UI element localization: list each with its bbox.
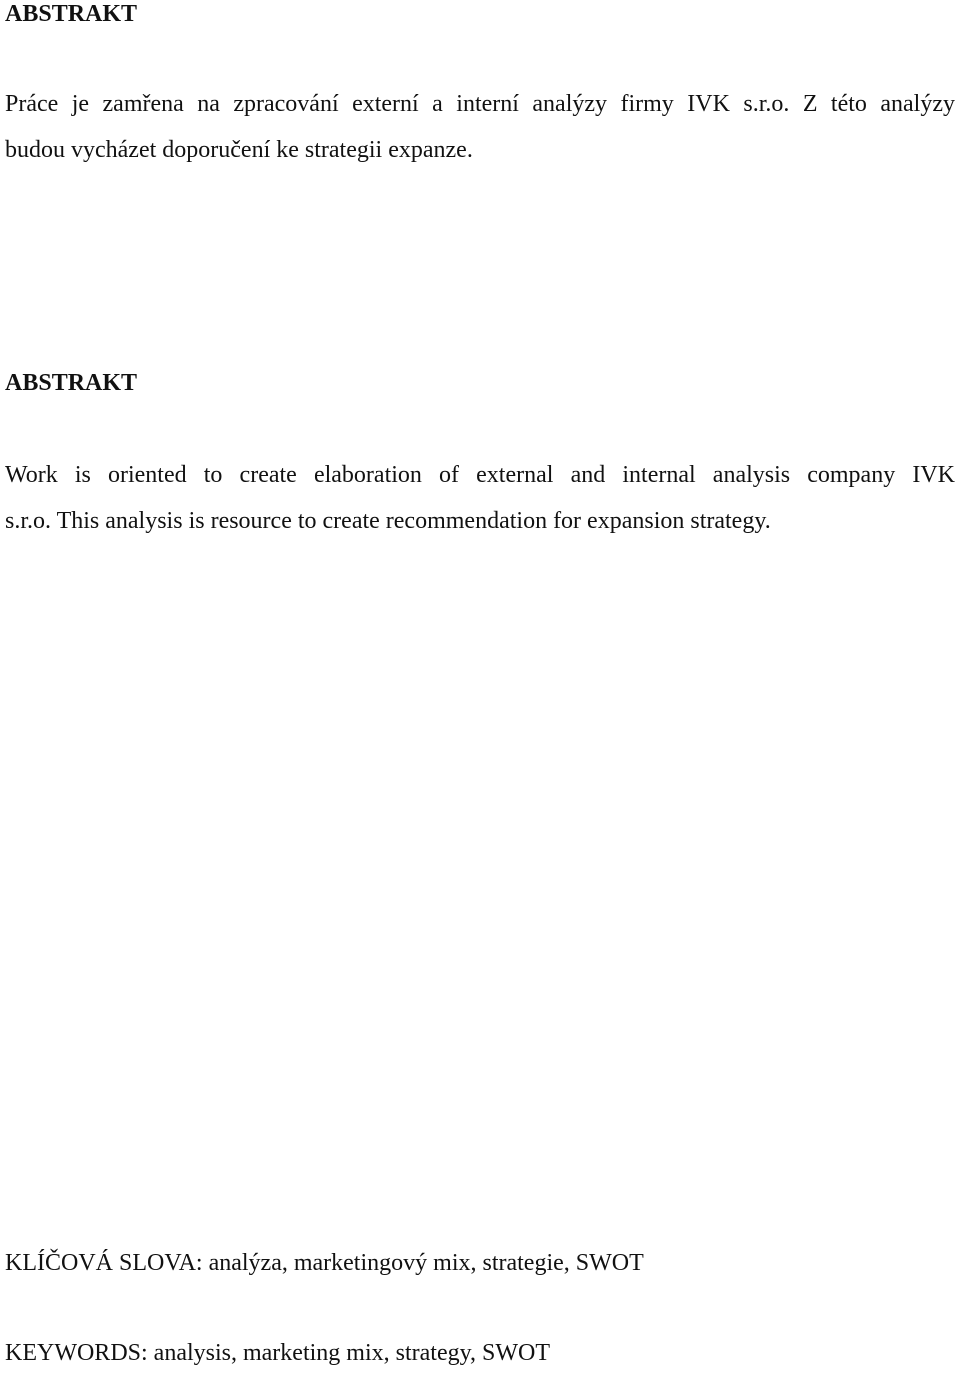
abstract-cz-paragraph	[5, 81, 955, 173]
keywords-en: KEYWORDS: analysis, marketing mix, strategy, SWOT	[5, 1340, 551, 1366]
keywords-cz: KLÍČOVÁ SLOVA: analýza, marketingový mix, strategie, SWOT	[5, 1250, 644, 1276]
abstract-en-heading: ABSTRAKT	[5, 370, 138, 396]
abstract-en-paragraph	[5, 452, 955, 544]
abstract-cz-line-2: budou vycházet doporučení ke strategii expanze.	[5, 137, 473, 163]
abstract-en-line-1: Work is oriented to create elaboration of external and internal analysis company IVK	[5, 462, 955, 488]
abstract-en-line-2: s.r.o. This analysis is resource to create recommendation for expansion strategy.	[5, 508, 771, 534]
abstract-cz-heading: ABSTRAKT	[5, 1, 138, 27]
abstract-cz-line-1: Práce je zamřena na zpracování externí a interní analýzy firmy IVK s.r.o. Z této analýzy	[5, 91, 955, 117]
